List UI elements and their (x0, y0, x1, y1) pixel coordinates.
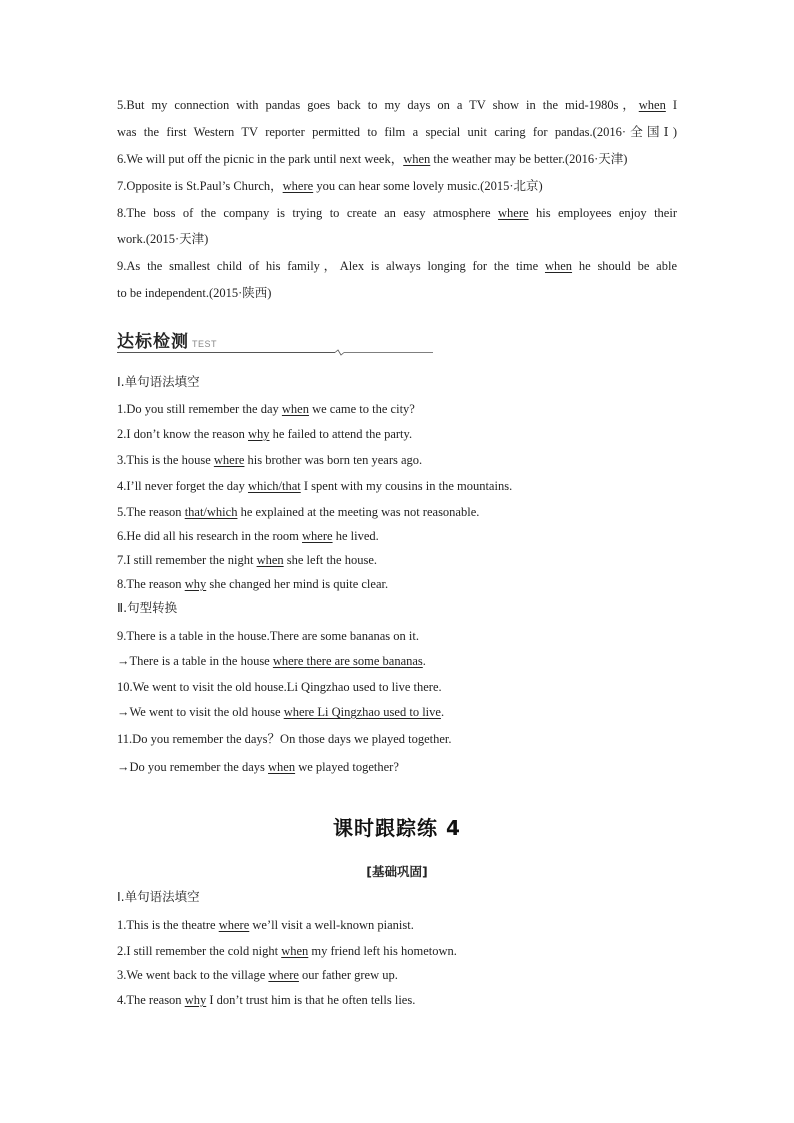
lesson-item-2: 2.I still remember the cold night when my friend left his hometown. (117, 944, 457, 958)
part1-item-5: 5.The reason that/which he explained at the meeting was not reasonable. (117, 505, 480, 519)
part1-item-1: 1.Do you still remember the day when we came to the city? (117, 402, 415, 416)
prev-item-8-line1: 8.The boss of the company is trying to create an easy atmosphere where his employees enjoy their (117, 206, 677, 220)
part2-heading: Ⅱ.句型转换 (117, 600, 178, 615)
lesson-subtitle: [基础巩固] (366, 864, 428, 879)
prev-item-5-line2: was the first Western TV reporter permitted to film a special unit caring for pandas.(2016·全国Ⅰ) (117, 125, 677, 139)
prev-item-9-line1: 9.As the smallest child of his family，Alex is always longing for the time when he should be able (117, 259, 677, 273)
prev-item-9-line2: to be independent.(2015·陕西) (117, 286, 272, 300)
part1-item-4: 4.I’ll never forget the day which/that I spent with my cousins in the mountains. (117, 479, 513, 493)
answer-blank: which/that (247, 479, 301, 493)
answer-blank: why (184, 993, 207, 1007)
part1-item-6: 6.He did all his research in the room where he lived. (117, 529, 379, 543)
answer-blank: that/which (184, 505, 238, 519)
answer-blank: when (281, 402, 309, 416)
part2-item-10-answer: →We went to visit the old house where Li Qingzhao used to live. (117, 705, 445, 719)
prev-item-5-line1: 5.But my connection with pandas goes back to my days on a TV show in the mid-1980s，when I (117, 98, 677, 112)
answer-blank: where (302, 529, 333, 543)
section-title-en: TEST (192, 339, 218, 349)
lesson-part1-heading: Ⅰ.单句语法填空 (117, 889, 200, 904)
part1-item-8: 8.The reason why she changed her mind is quite clear. (117, 577, 389, 591)
answer-blank: where (282, 179, 314, 193)
part1-item-7: 7.I still remember the night when she left the house. (117, 553, 378, 567)
answer-blank: where (213, 453, 245, 467)
part1-item-3: 3.This is the house where his brother was born ten years ago. (117, 453, 423, 467)
part2-item-9-question: 9.There is a table in the house.There are some bananas on it. (117, 629, 419, 643)
answer-blank: when (544, 259, 573, 273)
section-divider (117, 349, 433, 357)
section-title-cn: 达标检测 (117, 332, 189, 352)
lesson-item-4: 4.The reason why I don’t trust him is that he often tells lies. (117, 993, 416, 1007)
answer-blank: where (268, 968, 299, 982)
part1-heading: Ⅰ.单句语法填空 (117, 374, 200, 389)
answer-blank: where there are some bananas (272, 654, 423, 668)
lesson-title: 课时跟踪练 4 (333, 816, 461, 840)
answer-blank: why (248, 427, 270, 441)
part2-item-11-answer: →Do you remember the days when we played together? (117, 760, 399, 774)
part2-item-11-question: 11.Do you remember the days？On those days we played together. (117, 732, 452, 746)
prev-item-7: 7.Opposite is St.Paul’s Church，where you can hear some lovely music.(2015·北京) (117, 179, 543, 193)
answer-blank: where (498, 206, 529, 220)
part2-item-9-answer: →There is a table in the house where there are some bananas. (117, 654, 426, 668)
prev-item-8-line2: work.(2015·天津) (117, 232, 209, 246)
answer-blank: when (256, 553, 284, 567)
answer-blank: where Li Qingzhao used to live (283, 705, 441, 719)
part2-item-10-question: 10.We went to visit the old house.Li Qingzhao used to live there. (117, 680, 442, 694)
answer-blank: when (638, 98, 666, 112)
prev-item-6: 6.We will put off the picnic in the park until next week，when the weather may be better.(2016·天津) (117, 152, 628, 166)
part1-item-2: 2.I don’t know the reason why he failed to attend the party. (117, 427, 413, 441)
answer-blank: when (281, 944, 309, 958)
answer-blank: where (218, 918, 250, 932)
answer-blank: when (403, 152, 431, 166)
lesson-item-1: 1.This is the theatre where we’ll visit a well-known pianist. (117, 918, 414, 932)
lesson-item-3: 3.We went back to the village where our father grew up. (117, 968, 398, 982)
answer-blank: when (268, 760, 296, 774)
answer-blank: why (184, 577, 207, 591)
